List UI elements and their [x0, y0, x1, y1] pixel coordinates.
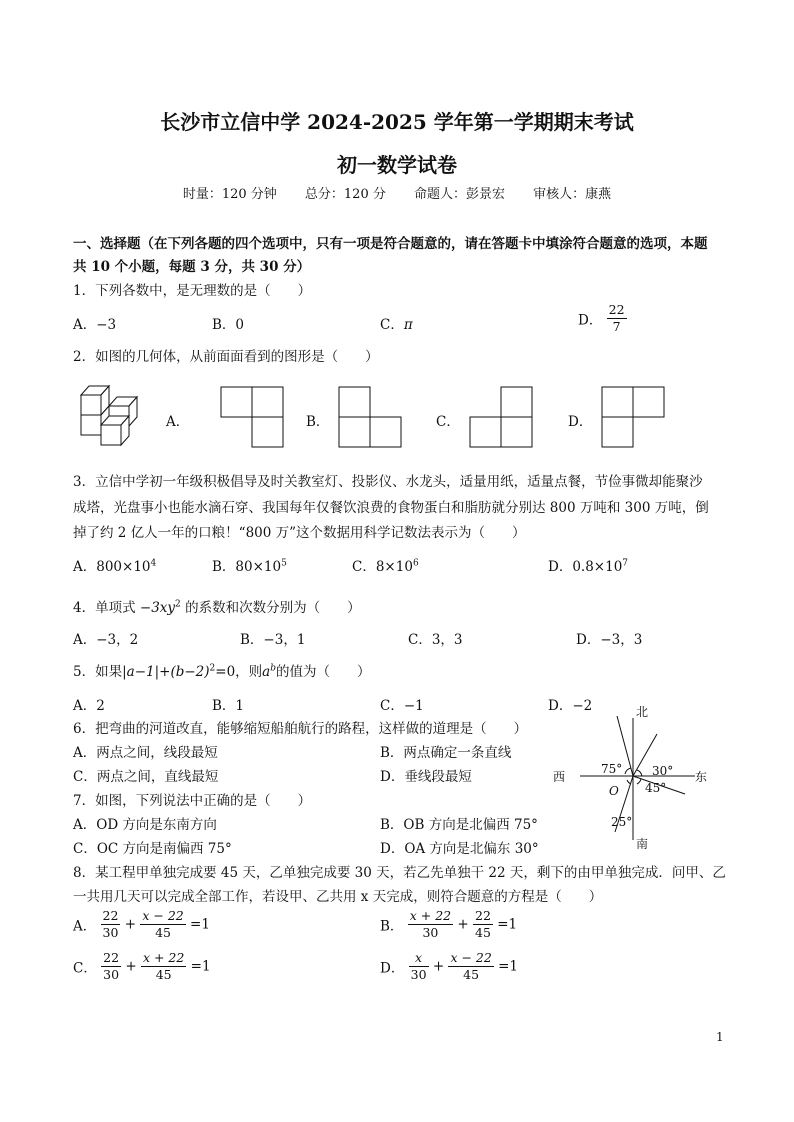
q3-d-label: D． — [548, 559, 573, 575]
q1-d-denominator: 7 — [612, 319, 621, 334]
q5-exp: 2 — [209, 663, 216, 674]
q4-pre: 4．单项式 — [73, 600, 140, 616]
q3-option-a — [73, 555, 156, 575]
q3-c-exp: 6 — [412, 558, 419, 569]
q8-c-label: C． — [73, 960, 97, 977]
q1-d-fraction — [607, 302, 627, 335]
q4-expr: −3xy — [139, 600, 176, 616]
q5-pow-exp: b — [270, 663, 276, 674]
q2-option-d: D． — [568, 414, 593, 430]
q3-d-base: 0.8×10 — [572, 559, 623, 575]
q8-d-label: D． — [380, 960, 405, 977]
q1-option-a: A．−3 — [73, 317, 117, 333]
q8-a-op: + — [124, 916, 137, 933]
q8-c-n2: x + 22 — [142, 950, 185, 965]
q3-line3: 掉了约 2 亿人一年的口粮！“800 万”这个数据用科学记数法表示为（ ） — [73, 525, 526, 541]
q1-c-value: π — [403, 317, 413, 333]
q3-option-b — [212, 555, 287, 575]
q8-b-frac2 — [473, 908, 493, 941]
label-angle-75: 75° — [601, 762, 623, 776]
q8-b-n2: 22 — [475, 908, 491, 923]
q2-solid-figure — [76, 380, 156, 455]
q8-option-a — [73, 908, 210, 941]
compass-diagram — [545, 700, 725, 850]
q1-option-d — [578, 302, 627, 335]
q4-option-a: A．−3，2 — [73, 632, 139, 648]
q8-a-n1: 22 — [102, 908, 119, 923]
exam-subtitle: 初一数学试卷 — [337, 153, 457, 177]
q8-c-frac1 — [101, 950, 121, 983]
q5-option-a: A．2 — [73, 698, 105, 714]
q8-c-rhs: =1 — [190, 958, 211, 975]
q3-d-exp: 7 — [622, 558, 629, 569]
score-info: 总分：120 分 — [304, 187, 386, 202]
q8-d-frac1 — [409, 950, 429, 983]
q1-option-c — [380, 313, 413, 333]
q8-b-rhs: =1 — [497, 916, 518, 933]
q8-line2: 一共用几天可以完成全部工作，若设甲、乙共用 x 天完成，则符合题意的方程是（ ） — [73, 889, 603, 905]
exam-meta — [0, 183, 794, 202]
q8-b-op: + — [457, 916, 469, 933]
q8-option-b — [380, 908, 517, 941]
q1-d-numerator: 22 — [608, 302, 625, 317]
q7-stem: 7．如图，下列说法中正确的是（ ） — [73, 793, 312, 809]
q8-b-label: B． — [380, 918, 404, 935]
q2-stem: 2．如图的几何体，从前面面看到的图形是（ ） — [73, 349, 379, 365]
q8-c-frac2 — [141, 950, 186, 983]
q5-option-b: B．1 — [212, 698, 245, 714]
q8-d-n1: x — [409, 950, 429, 967]
q3-a-base: 800×10 — [96, 559, 151, 575]
q2-figure-d — [601, 386, 665, 448]
q7-option-b: B．OB 方向是北偏西 75° — [380, 817, 538, 833]
q5-eq: =0 — [215, 664, 236, 680]
label-east: 东 — [695, 770, 708, 784]
q4-option-b: B．−3，1 — [240, 632, 306, 648]
q4-option-d: D．−3，3 — [576, 632, 643, 648]
label-south: 南 — [636, 837, 649, 851]
label-angle-45: 45° — [645, 781, 667, 795]
q7-option-d: D．OA 方向是北偏东 30° — [380, 841, 539, 857]
q2-figure-b — [338, 386, 402, 448]
q7-option-c: C．OC 方向是南偏西 75° — [73, 841, 232, 857]
page-number: 1 — [716, 1030, 724, 1044]
q8-c-d2: 45 — [155, 967, 172, 982]
reviewer-info: 审核人：康燕 — [533, 187, 612, 202]
label-north: 北 — [636, 705, 649, 719]
q5-post: 的值为（ ） — [276, 664, 371, 680]
q2-option-a: A． — [166, 414, 190, 430]
q4-post: 的系数和次数分别为（ ） — [180, 600, 361, 616]
q8-a-frac1 — [101, 908, 121, 941]
q6-option-d: D．垂线段最短 — [380, 769, 472, 785]
q5-pre: 5．如果 — [73, 664, 123, 680]
q8-c-op: + — [125, 958, 137, 975]
q2-option-c: C． — [436, 414, 460, 430]
q6-option-b: B．两点确定一条直线 — [380, 745, 512, 761]
q8-a-d1: 30 — [102, 925, 119, 940]
q6-stem: 6．把弯曲的河道改直，能够缩短船舶航行的路程，这样做的道理是（ ） — [73, 721, 528, 737]
q3-line1: 3．立信中学初一年级积极倡导及时关教室灯、投影仪、水龙头，适量用纸，适量点餐，节俭事微却能聚沙 — [73, 474, 703, 490]
q8-a-frac2 — [140, 908, 185, 941]
q3-a-exp: 4 — [150, 558, 157, 569]
q3-line2: 成塔，光盘事小也能水滴石穿、我国每年仅餐饮浪费的食物蛋白和脂肪就分别达 800 万吨和 300 万吨，倒 — [73, 500, 709, 516]
q3-b-base: 80×10 — [235, 559, 282, 575]
q3-a-label: A． — [73, 559, 97, 575]
label-angle-30: 30° — [652, 764, 674, 778]
q5-mid: ，则 — [235, 664, 263, 680]
q7-option-a: A．OD 方向是东南方向 — [73, 817, 217, 833]
q3-c-label: C． — [352, 559, 376, 575]
q4-option-c: C．3，3 — [408, 632, 463, 648]
q3-option-c — [352, 555, 419, 575]
q8-a-rhs: =1 — [190, 916, 210, 933]
q1-option-b: B．0 — [212, 317, 245, 333]
q8-b-n1: x + 22 — [409, 908, 452, 923]
author-info: 命题人：彭景宏 — [414, 187, 506, 202]
q8-b-d2: 45 — [475, 925, 491, 940]
q2-figure-c — [469, 386, 533, 448]
q1-c-label: C． — [380, 317, 404, 333]
q8-d-frac2 — [448, 950, 493, 983]
q1-d-label: D． — [578, 312, 603, 329]
q3-b-exp: 5 — [281, 558, 287, 569]
section-heading-line1: 一、选择题（在下列各题的四个选项中，只有一项是符合题意的，请在答题卡中填涂符合题意的选项，本题 — [73, 236, 708, 252]
q8-d-d2: 45 — [463, 967, 480, 982]
q3-c-base: 8×10 — [375, 559, 413, 575]
label-west: 西 — [553, 770, 566, 784]
q4-stem — [73, 596, 361, 616]
q8-line1: 8．某工程甲单独完成要 45 天，乙单独完成要 30 天，若乙先单独干 22 天，剩下的由甲单独完成．问甲、乙 — [73, 865, 726, 881]
q8-c-n1: 22 — [103, 950, 120, 965]
q1-stem: 1．下列各数中，是无理数的是（ ） — [73, 283, 312, 299]
q8-d-d1: 30 — [410, 967, 427, 982]
section-heading-line2: 共 10 个小题，每题 3 分，共 30 分） — [73, 259, 311, 275]
time-info: 时量：120 分钟 — [182, 187, 277, 202]
exam-title: 长沙市立信中学 2024-2025 学年第一学期期末考试 — [160, 110, 634, 134]
q8-d-rhs: =1 — [498, 958, 519, 975]
q8-a-d2: 45 — [155, 925, 171, 940]
q8-d-n2: x − 22 — [450, 950, 492, 965]
q5-stem — [73, 660, 371, 680]
q5-expr: |a−1|+(b−2) — [122, 664, 210, 680]
q3-option-d — [548, 555, 628, 575]
q8-b-d1: 30 — [422, 925, 439, 940]
q8-option-d — [380, 950, 518, 983]
q3-b-label: B． — [212, 559, 236, 575]
q8-d-op: + — [432, 958, 445, 975]
q6-option-c: C．两点之间，直线最短 — [73, 769, 219, 785]
q5-option-d: D．−2 — [548, 698, 593, 714]
q8-option-c — [73, 950, 211, 983]
q8-c-d1: 30 — [103, 967, 120, 982]
q8-b-frac1 — [408, 908, 453, 941]
q6-option-a: A．两点之间，线段最短 — [73, 745, 218, 761]
label-origin: O — [609, 784, 619, 798]
label-angle-25: 25° — [611, 815, 633, 829]
q2-figure-a — [220, 386, 284, 448]
q2-option-b: B． — [306, 414, 330, 430]
q4-exp: 2 — [175, 599, 181, 610]
q5-pow-base: a — [262, 664, 271, 680]
q8-a-n2: x − 22 — [142, 908, 184, 923]
q5-option-c: C．−1 — [380, 698, 424, 714]
q8-a-label: A． — [73, 918, 97, 935]
